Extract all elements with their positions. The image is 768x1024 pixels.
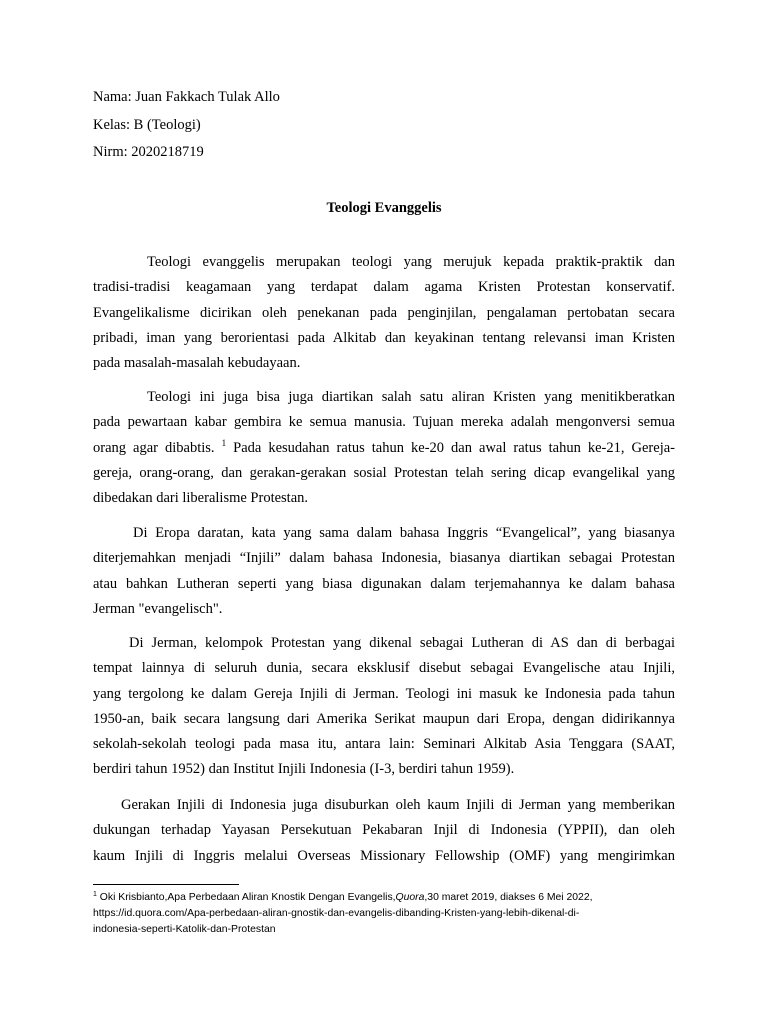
paragraph-line: Di Jerman, kelompok Protestan yang dikenal sebagai Lutheran di AS dan di berbagai (129, 635, 675, 651)
paragraph-line: Di Eropa daratan, kata yang sama dalam bahasa Inggris “Evangelical”, yang biasanya (133, 525, 675, 541)
paragraph-line (93, 436, 675, 461)
paragraph-line: atau bahkan Lutheran seperti yang biasa digunakan dalam terjemahannya ke dalam bahasa (93, 575, 675, 592)
paragraph-line: Evangelikalisme dicirikan oleh penekanan pada penginjilan, pengalaman pertobatan secara (93, 304, 675, 321)
paragraph-2 (93, 385, 675, 511)
student-nirm: Nirm: 2020218719 (93, 144, 204, 160)
line-text: Pada kesudahan ratus tahun ke-20 dan awal ratus tahun ke-21, Gereja- (233, 439, 675, 456)
paragraph-line: pada masalah-masalah kebudayaan. (93, 355, 301, 372)
footnote-reference[interactable]: 1 (221, 437, 227, 448)
paragraph-line: 1950-an, baik secara langsung dari Amerika Serikat maupun dari Eropa, dengan didirikannya (93, 710, 675, 727)
paragraph-line: dibedakan dari liberalisme Protestan. (93, 490, 309, 507)
footnote-url[interactable]: https://id.quora.com/Apa-perbedaan-aliran-gnostik-dan-evangelis-dibanding-Kristen-yang-lebih-dikenal-di- (93, 908, 580, 919)
paragraph-3 (93, 521, 675, 622)
paragraph-line: yang tergolong ke dalam Gereja Injili di Jerman. Teologi ini masuk ke Indonesia pada tahun (93, 685, 675, 702)
paragraph-line: pada pewartaan kabar gembira ke semua manusia. Tujuan mereka adalah mengonversi semua (93, 414, 675, 431)
paragraph-line: gereja, orang-orang, dan gerakan-gerakan sosial Protestan telah sering dicap evangelikal yang (93, 464, 675, 481)
paragraph-4 (93, 631, 675, 783)
footnote-source: Quora (395, 892, 425, 903)
paragraph-line: diterjemahkan menjadi “Injili” dalam bahasa Indonesia, biasanya diartikan sebagai Protestan (93, 550, 675, 567)
footnote-separator (93, 884, 239, 885)
paragraph-line: tempat lainnya di seluruh dunia, secara eksklusif disebut sebagai Evangelische atau Injili, (93, 660, 675, 677)
paragraph-line: Gerakan Injili di Indonesia juga disuburkan oleh kaum Injili di Jerman yang memberikan (121, 797, 675, 813)
paragraph-line: sekolah-sekolah teologi pada masa itu, antara lain: Seminari Alkitab Asia Tenggara (SAAT, (93, 736, 675, 753)
paragraph-line: kaum Injili di Inggris melalui Overseas Missionary Fellowship (OMF) yang mengirimkan (93, 847, 675, 864)
paragraph-line: pribadi, iman yang berorientasi pada Alkitab dan keyakinan tentang relevansi iman Kristen (93, 329, 675, 346)
footnote (93, 890, 683, 938)
footnote-number: 1 (93, 891, 97, 898)
footnote-url-continued[interactable]: indonesia-seperti-Katolik-dan-Protestan (93, 924, 276, 935)
line-text: orang agar dibabtis. (93, 439, 215, 456)
footnote-text: Oki Krisbianto,Apa Perbedaan Aliran Knostik Dengan Evangelis, (99, 892, 396, 903)
document-title: Teologi Evanggelis (326, 200, 442, 216)
paragraph-line: tradisi-tradisi keagamaan yang terdapat dalam agama Kristen Protestan konservatif. (93, 279, 675, 296)
paragraph-line: dukungan terhadap Yayasan Persekutuan Pekabaran Injil di Indonesia (YPPII), dan oleh (93, 822, 675, 839)
footnote-text: ,30 maret 2019, diakses 6 Mei 2022, (424, 892, 593, 903)
paragraph-line: Jerman "evangelisch". (93, 600, 223, 617)
paragraph-5 (93, 793, 675, 869)
paragraph-line: Teologi evanggelis merupakan teologi yang merujuk kepada praktik-praktik dan (147, 254, 675, 270)
footnote-line (93, 890, 683, 906)
paragraph-line: berdiri tahun 1952) dan Institut Injili Indonesia (I-3, berdiri tahun 1959). (93, 761, 515, 778)
student-name: Nama: Juan Fakkach Tulak Allo (93, 89, 280, 105)
paragraph-1 (93, 250, 675, 376)
student-class: Kelas: B (Teologi) (93, 117, 201, 133)
paragraph-line: Teologi ini juga bisa juga diartikan salah satu aliran Kristen yang menitikberatkan (147, 389, 675, 405)
